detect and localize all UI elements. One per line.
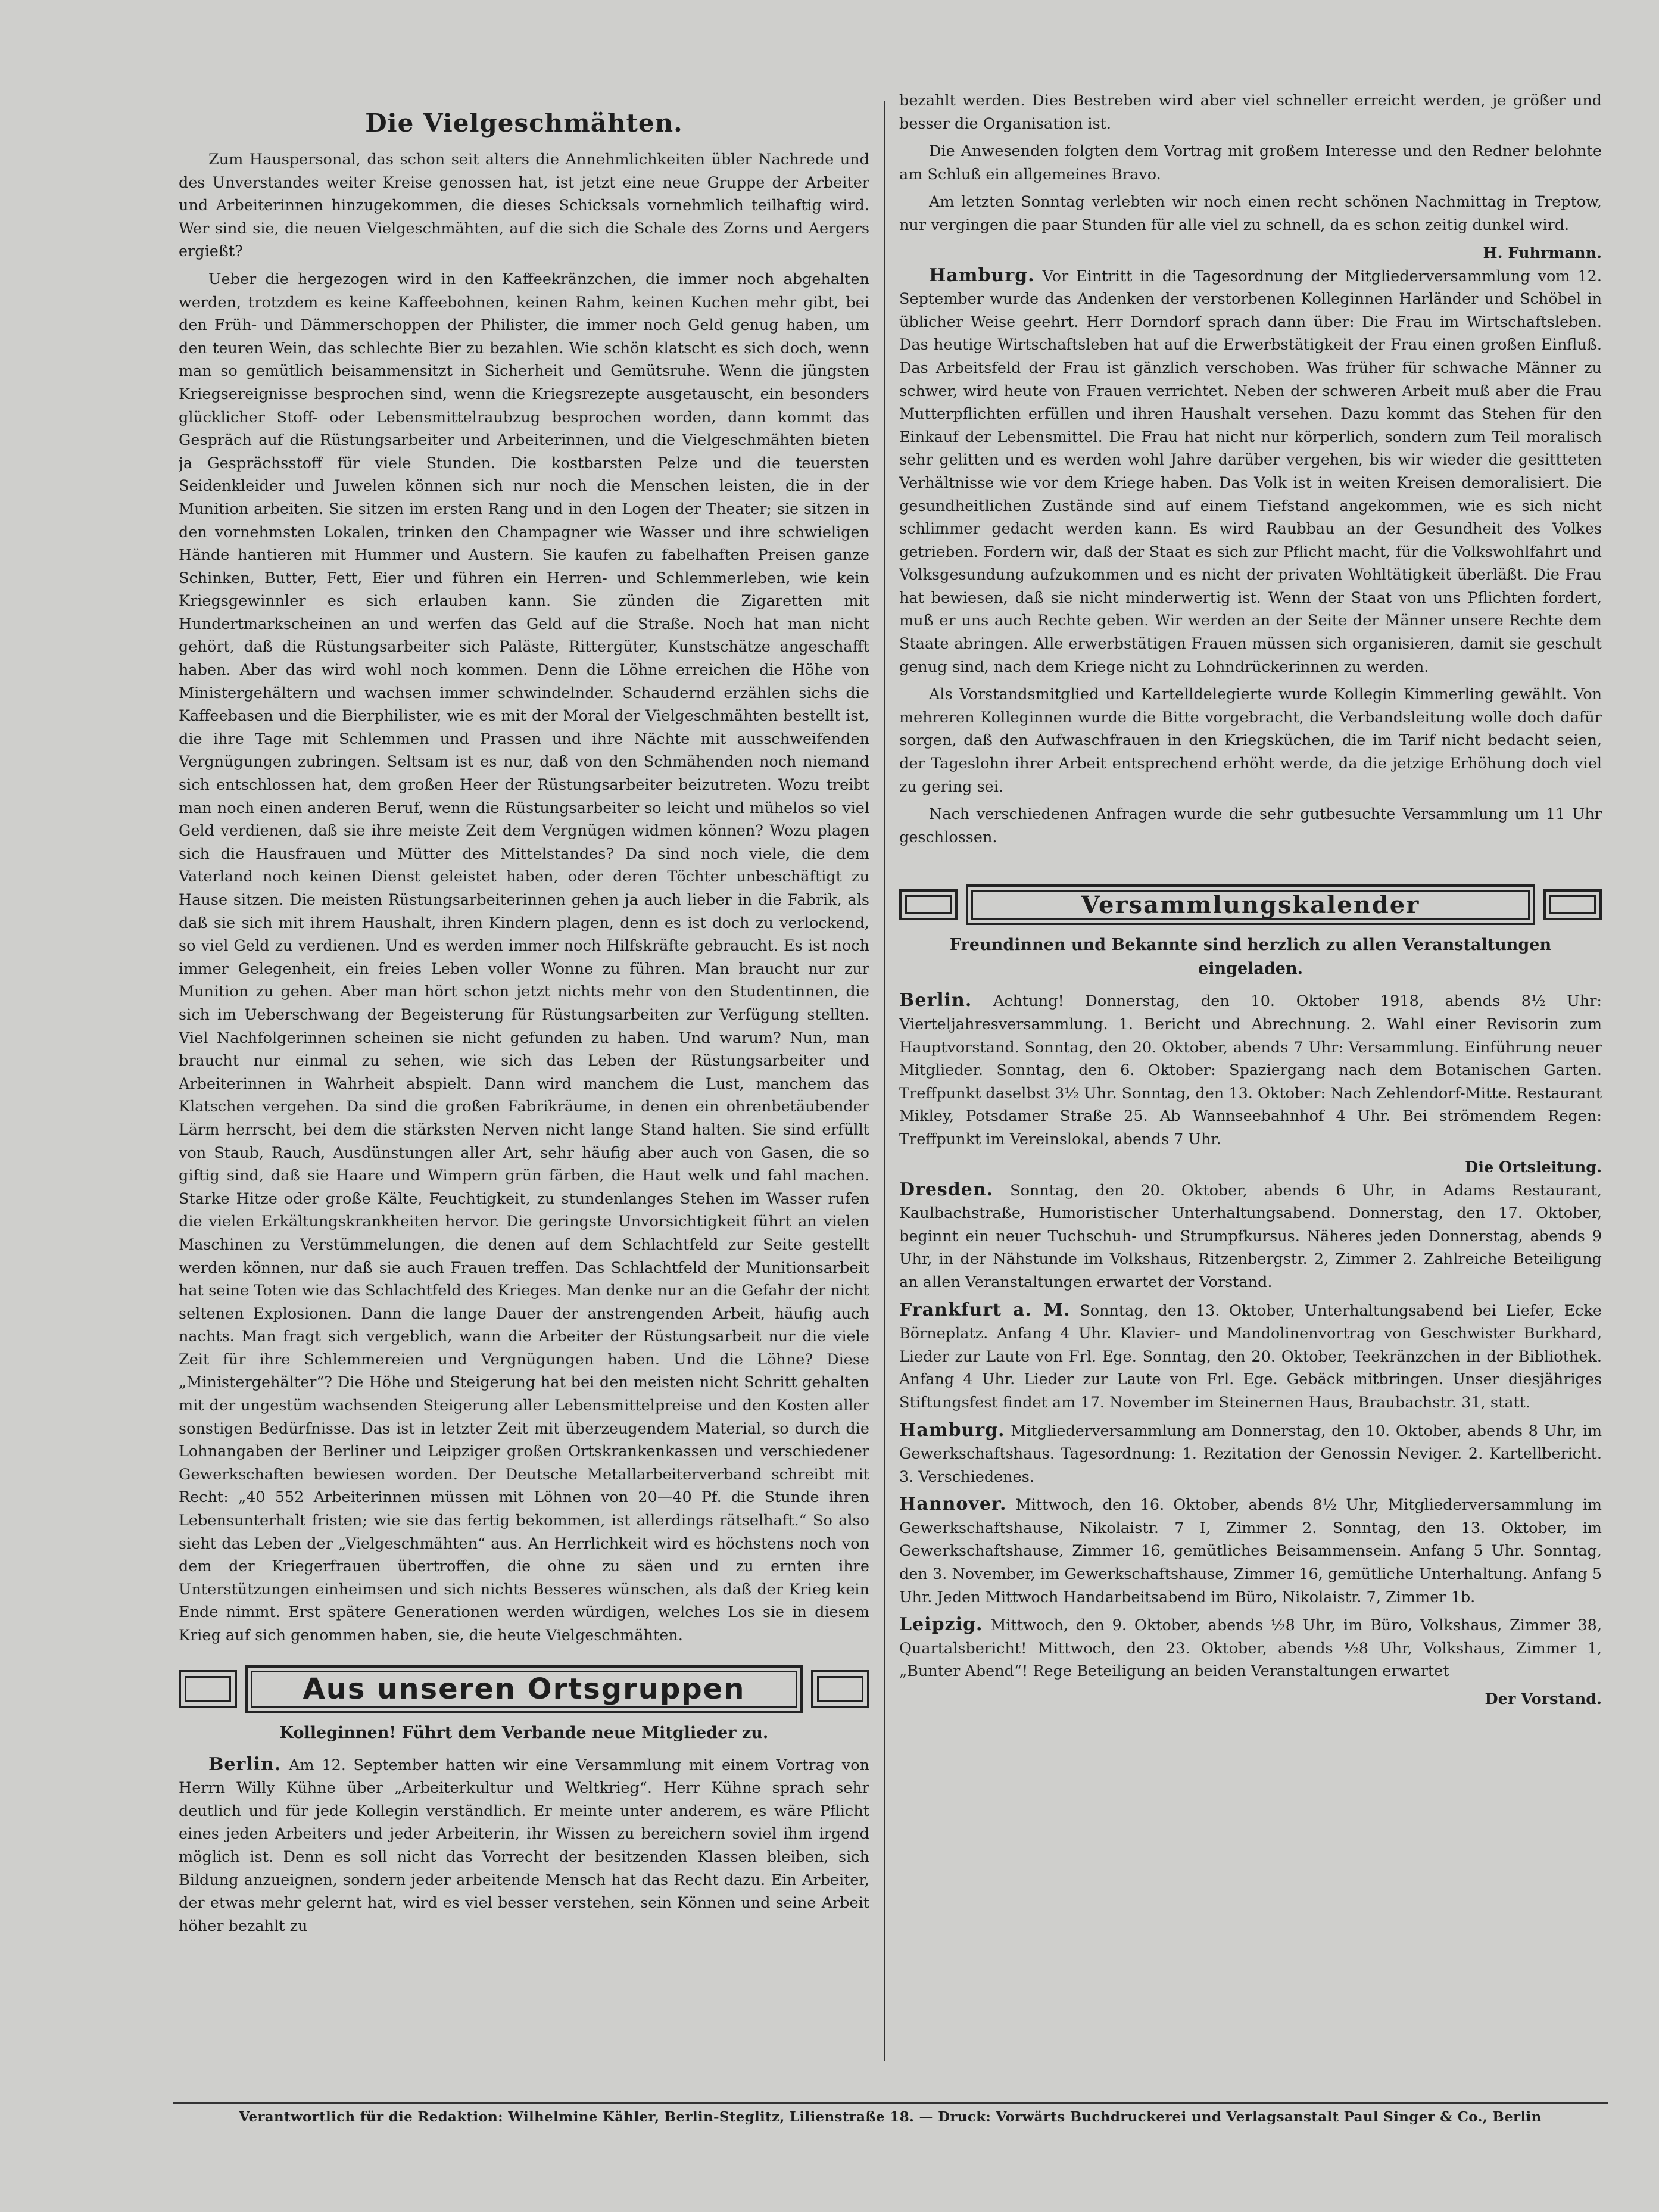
report-hamburg-paragraph-3: Nach verschiedenen Anfragen wurde die sehr gutbesuchte Versammlung um 11 Uhr geschlossen. [899,805,1602,846]
report-hamburg-paragraph-2: Als Vorstandsmitglied und Kartelldelegierte wurde Kollegin Kimmerling gewählt. Von mehreren Kolleginnen wurde die Bitte vorgebracht, die Verbandsleitung wolle doch dafür sorgen, daß den Aufwaschfrauen in den Kriegsküchen, die im Tarif nicht bedacht seien, der Tageslohn ihrer Arbeit entsprechend erhöht werde, da die jetzige Erhöhung doch viel zu gering sei. [899,686,1602,796]
entry-text: Mitgliederversammlung am Donnerstag, den 10. Oktober, abends 8 Uhr, im Gewerkschaftshaus. Tagesordnung: 1. Rezitation der Genossin Neviger. 2. Kartellbericht. 3. Verschiedenes. [899,1422,1602,1486]
calendar-subtitle: Freundinnen und Bekannte sind herzlich zu allen Veranstaltungen eingeladen. [949,936,1552,979]
article-paragraph-2: Ueber die hergezogen wird in den Kaffeekränzchen, die immer noch abgehalten werden, trotzdem es keine Kaffeebohnen, keinen Rahm, keinen Kuchen mehr gibt, bei den Früh- und Dämmerschoppen der Philister, die immer noch Geld genug haben, um den teuren Wein, das schlechte Bier zu bezahlen. Wie schön klatscht es sich doch, wenn man so gemütlich beisammensitzt in Sicherheit und Gemütsruhe. Wenn die jüngsten Kriegsereignisse besprochen sind, wenn die Kriegsrezepte ausgetauscht, ein besonders glücklicher Stoff- oder Lebensmittelraubzug besprochen worden, dann kommt das Gespräch auf die Rüstungsarbeiter und Arbeiterinnen, und die Vielgeschmähten bieten ja Gesprächsstoff für viele Stunden. Die kostbarsten Pelze und die teuersten Seidenkleider und Juwelen können sich nur noch die Menschen leisten, die in der Munition arbeiten. Sie sitzen im ersten Rang und in den Logen der Theater; sie sitzen in den vornehmsten Lokalen, trinken den Champagner wie Wasser und ihre schwieligen Hände hantieren mit Hummer und Austern. Sie kaufen zu fabelhaften Preisen ganze Schinken, Butter, Fett, Eier und führen ein Herren- und Schlemmerleben, wie kein Kriegsgewinnler es sich erlauben kann. Sie zünden die Zigaretten mit Hundertmarkscheinen an und werfen das Geld auf die Straße. Noch hat man nicht gehört, daß die Rüstungsarbeiter sich Paläste, Rittergüter, Kunstschätze angeschafft haben. Aber das wird wohl noch kommen. Denn die Löhne erreichen die Höhe von Ministergehältern und wachsen immer schwindelnder. Schaudernd erzählen sichs die Kaffeebasen und die Bierphilister, wie es mit der Moral der Vielgeschmähten bestellt ist, die ihre Tage mit Schlemmen und Prassen und ihre Nächte mit ausschweifenden Vergnügungen zubringen. Seltsam ist es nur, daß von den Schmähenden noch niemand sich entschlossen hat, dem großen Heer der Rüstungsarbeiter beizutreten. Wozu treibt man noch einen anderen Beruf, wenn die Rüstungsarbeiter so leicht und mühelos so viel Geld verdienen, daß sie ihre meiste Zeit dem Vergnügen widmen können? Wozu plagen sich die Hausfrauen und Mütter des Mittelstandes? Da sind noch viele, die dem Vaterland noch keinen Dienst geleistet haben, oder deren Töchter unbeschäftigt zu Hause sitzen. Die meisten Rüstungsarbeiterinnen gehen ja auch lieber in die Fabrik, als daß sie sich mit ihrem Haushalt, ihren Kindern plagen, denn es ist doch zu verlockend, so viel Geld zu verdienen. Und es werden immer noch Hilfskräfte gebraucht. Es ist noch immer Gelegenheit, ein freies Leben voller Wonne zu führen. Man braucht nur zur Munition zu gehen. Aber man hört schon jetzt nichts mehr von den Studentinnen, die sich im Ueberschwang der Begeisterung für Rüstungsarbeiten zur Verfügung stellten. Viel Nachfolgerinnen scheinen sie nicht gefunden zu haben. Und warum? Nun, man braucht nur einmal zu sehen, wie sich das Leben der Rüstungsarbeiter und Arbeiterinnen in Wahrheit abspielt. Dann wird manchem die Lust, manchem das Klatschen vergehen. Da sind die großen Fabrikräume, in denen ein ohrenbetäubender Lärm herrscht, bei dem die stärksten Nerven nicht lange Stand halten. Sie sind erfüllt von Staub, Rauch, Ausdünstungen aller Art, sehr häufig aber auch von Gasen, die so giftig sind, daß sie Haare und Wimpern grün färben, die Haut welk und fahl machen. Starke Hitze oder große Kälte, Feuchtigkeit, zu stundenlanges Stehen im Wasser rufen die vielen Erkältungskrankheiten hervor. Die geringste Unvorsichtigkeit führt an vielen Maschinen zu Verstümmelungen, die denen auf dem Schlachtfeld zur Seite gestellt werden können, nur daß sie auch Frauen treffen. Das Schlachtfeld der Munitionsarbeit hat seine Toten wie das Schlachtfeld des Krieges. Man denke nur an die Gefahr der nicht seltenen Explosionen. Dann die lange Dauer der anstrengenden Arbeit, häufig auch nachts. Man fragt sich vergeblich, wann die Arbeiter der Rüstungsarbeit nur die viele Zeit für ihre Schlemmereien und Vergnügungen haben. Und die Löhne? Diese „Ministergehälter“? Die Höhe und Steigerung hat bei den meisten nicht Schritt gehalten mit der ungestüm wachsenden Steigerung aller Lebensmittelpreise und den Kosten aller sonstigen Bedürfnisse. Das ist in letzter Zeit mit überzeugendem Material, so durch die Lohnangaben der Berliner und Leipziger großen Ortskrankenkassen und verschiedener Gewerkschaften bewiesen worden. Der Deutsche Metallarbeiterverband schreibt mit Recht: „40 552 Arbeiterinnen müssen mit Löhnen von 20—40 Pf. die Stunde ihren Lebensunterhalt fristen; wie sie das fertig bekommen, ist allerdings rätselhaft.“ So also sieht das Leben der „Vielgeschmähten“ aus. An Herrlichkeit wird es höchstens noch von dem der Kriegerfrauen übertroffen, die ohne zu säen und zu ernten ihre Unterstützungen einheimsen und sich nichts Besseres wünschen, als daß der Krieg kein Ende nimmt. Erst spätere Generationen werden würdigen, welches Los sie in diesem Krieg auf sich genommen haben, sie, die heute Vielgeschmähten. [179,270,869,1644]
banner-ornament-right [811,1670,869,1708]
report-berlin [179,1753,869,1938]
continued-paragraph-1: bezahlt werden. Dies Bestreben wird aber viel schneller erreicht werden, je größer und besser die Organisation ist. [899,92,1602,133]
entry-signature: Die Ortsleitung. [1465,1158,1602,1176]
section-title: Aus unseren Ortsgruppen [245,1665,803,1713]
signature: H. Fuhrmann. [1483,244,1602,262]
report-hamburg [899,264,1602,679]
continued-paragraph-3: Am letzten Sonntag verlebten wir noch einen recht schönen Nachmittag in Treptow, nur vergingen die paar Stunden für alle viel zu schnell, da es schon zeitig dunkel wird. [899,193,1602,234]
calendar-entry-leipzig [899,1613,1602,1683]
section-subtitle: Kolleginnen! Führt dem Verbande neue Mitglieder zu. [279,1723,769,1742]
continued-paragraph-2: Die Anwesenden folgten dem Vortrag mit großem Interesse und den Redner belohnte am Schluß ein allgemeines Bravo. [899,142,1602,183]
entry-city: Leipzig. [899,1614,983,1635]
entry-city: Hamburg. [899,1419,1005,1441]
left-column [179,89,869,2043]
section-banner [179,1665,869,1713]
banner-ornament-left [179,1670,237,1708]
entry-text: Sonntag, den 13. Oktober, Unterhaltungsabend bei Liefer, Ecke Börneplatz. Anfang 4 Uhr. Klavier- und Mandolinenvortrag von Geschwister Burkhard, Lieder zur Laute von Frl. Ege. Sonntag, den 20. Oktober, Teekränzchen in der Bibliothek. Anfang 4 Uhr. Lieder zur Laute von Frl. Ege. Gebäck mitbringen. Unser diesjähriges Stiftungsfest findet am 17. November im Steinernen Haus, Braubachstr. 31, statt. [899,1301,1602,1412]
report-city: Berlin. [208,1753,282,1775]
report-text: Am 12. September hatten wir eine Versammlung mit einem Vortrag von Herrn Willy Kühne über „Arbeiterkultur und Weltkrieg“. Herr Kühne sprach sehr deutlich und für jede Kollegin verständlich. Er meinte unter anderem, es wäre Pflicht eines jeden Arbeiters und jeder Arbeiterin, ihr Wissen zu bereichern soviel ihm irgend möglich ist. Denn es soll nicht das Vorrecht der besitzenden Klassen bleiben, sich Bildung anzueignen, sondern jeder arbeitende Mensch hat das Recht dazu. Ein Arbeiter, der etwas mehr gelernt hat, wird es viel besser verstehen, sein Können und seine Arbeit höher bezahlt zu [179,1756,869,1935]
column-rule [884,101,885,2061]
banner-ornament-left [899,889,958,920]
entry-city: Berlin. [899,990,972,1011]
calendar-entry-hamburg [899,1419,1602,1489]
calendar-entry-dresden [899,1179,1602,1294]
article-paragraph-1: Zum Hauspersonal, das schon seit alters die Annehmlichkeiten übler Nachrede und des Unverstandes weiter Kreise genossen hat, ist jetzt eine neue Gruppe der Arbeiter und Arbeiterinnen hinzugekommen, die dieses Schicksals vornehmlich teilhaftig wird. Wer sind sie, die neuen Vielgeschmähten, auf die sich die Schale des Zorns und Aergers ergießt? [179,151,869,261]
entry-text: Mittwoch, den 9. Oktober, abends ½8 Uhr, im Büro, Volkshaus, Zimmer 38, Quartalsbericht! Mittwoch, den 23. Oktober, abends ½8 Uhr, Volkshaus, Zimmer 1, „Bunter Abend“! Rege Beteiligung an beiden Veranstaltungen erwartet [899,1616,1602,1681]
article-title: Die Vielgeschmähten. [365,108,683,138]
entry-text: Achtung! Donnerstag, den 10. Oktober 1918, abends 8½ Uhr: Vierteljahresversammlung. 1. Bericht und Abrechnung. 2. Wahl einer Revisorin zum Hauptvorstand. Sonntag, den 20. Oktober, abends 7 Uhr: Versammlung. Einführung neuer Mitglieder. Sonntag, den 6. Oktober: Spaziergang nach dem Botanischen Garten. Treffpunkt daselbst 3½ Uhr. Sonntag, den 13. Oktober: Nach Zehlendorf-Mitte. Restaurant Mikley, Potsdamer Straße 25. Ab Wannseebahnhof 4 Uhr. Bei strömendem Regen: Treffpunkt im Vereinslokal, abends 7 Uhr. [899,992,1602,1148]
entry-city: Hannover. [899,1494,1007,1515]
calendar-title: Versammlungskalender [966,884,1535,925]
right-column [899,89,1602,2043]
calendar-entry-hannover [899,1493,1602,1609]
entry-signature: Der Vorstand. [1485,1690,1602,1709]
entry-text: Mittwoch, den 16. Oktober, abends 8½ Uhr, Mitgliederversammlung im Gewerkschaftshause, Nikolaistr. 7 I, Zimmer 2. Sonntag, den 13. Oktober, im Gewerkschaftshause, Zimmer 16, gemütliches Beisammensein. Anfang 5 Uhr. Sonntag, den 3. November, im Gewerkschaftshause, Zimmer 16, gemütliche Unterhaltung. Anfang 5 Uhr. Jeden Mittwoch Handarbeitsabend im Büro, Nikolaistr. 7, Zimmer 1b. [899,1496,1602,1606]
entry-text: Sonntag, den 20. Oktober, abends 6 Uhr, in Adams Restaurant, Kaulbachstraße, Humoristischer Unterhaltungsabend. Donnerstag, den 17. Oktober, beginnt ein neuer Tuchschuh- und Strumpfkursus. Näheres jeden Donnerstag, abends 9 Uhr, in der Nähstunde im Volkshaus, Ritzenbergstr. 2, Zimmer 2. Zahlreiche Beteiligung an allen Veranstaltungen erwartet der Vorstand. [899,1181,1602,1291]
report-text: Vor Eintritt in die Tagesordnung der Mitgliederversammlung vom 12. September wurde das Andenken der verstorbenen Kolleginnen Harländer und Schöbel in üblicher Weise geehrt. Herr Dorndorf sprach dann über: Die Frau im Wirtschaftsleben. Das heutige Wirtschaftsleben hat auf die Erwerbstätigkeit der Frau einen großen Einfluß. Das Arbeitsfeld der Frau ist gänzlich verschoben. Was früher für schwache Männer zu schwer, wird heute von Frauen verrichtet. Neben der schweren Arbeit muß aber die Frau Mutterpflichten erfüllen und ihren Haushalt versehen. Dazu kommt das Stehen für den Einkauf der Lebensmittel. Die Frau hat nicht nur körperlich, sondern zum Teil moralisch sehr gelitten und es werden wohl Jahre darüber vergehen, bis wir wieder die gesittteten Verhältnisse wie vor dem Kriege haben. Das Volk ist in weiten Kreisen demoralisiert. Die gesundheitlichen Zustände sind auf einem Tiefstand angekommen, wie es sich nicht schlimmer gedacht werden kann. Es wird Raubbau an der Gesundheit des Volkes getrieben. Fordern wir, daß der Staat es sich zur Pflicht macht, für die Volkswohlfahrt und Volksgesundung aufzukommen und es nicht der privaten Wohltätigkeit überläßt. Die Frau hat bewiesen, daß sie nicht minderwertig ist. Wenn der Staat von uns Pflichten fordert, muß er uns auch Rechte geben. Wir werden an der Seite der Männer unsere Rechte dem Staate abringen. Alle erwerbstätigen Frauen müssen sich organisieren, damit sie geschult genug sind, nach dem Kriege nicht zu Lohndrückerinnen zu werden. [899,267,1602,676]
calendar-entry-berlin [899,989,1602,1151]
calendar-entry-frankfurt [899,1299,1602,1415]
entry-city: Frankfurt a. M. [899,1299,1071,1320]
entry-city: Dresden. [899,1179,994,1200]
calendar-banner [899,884,1602,925]
banner-ornament-right [1543,889,1602,920]
imprint-footer: Verantwortlich für die Redaktion: Wilhelmine Kähler, Berlin-Steglitz, Lilienstraße 18. — Druck: Vorwärts Buchdruckerei und Verlagsanstalt Paul Singer & Co., Berlin [173,2102,1608,2125]
report-city: Hamburg. [929,264,1035,286]
